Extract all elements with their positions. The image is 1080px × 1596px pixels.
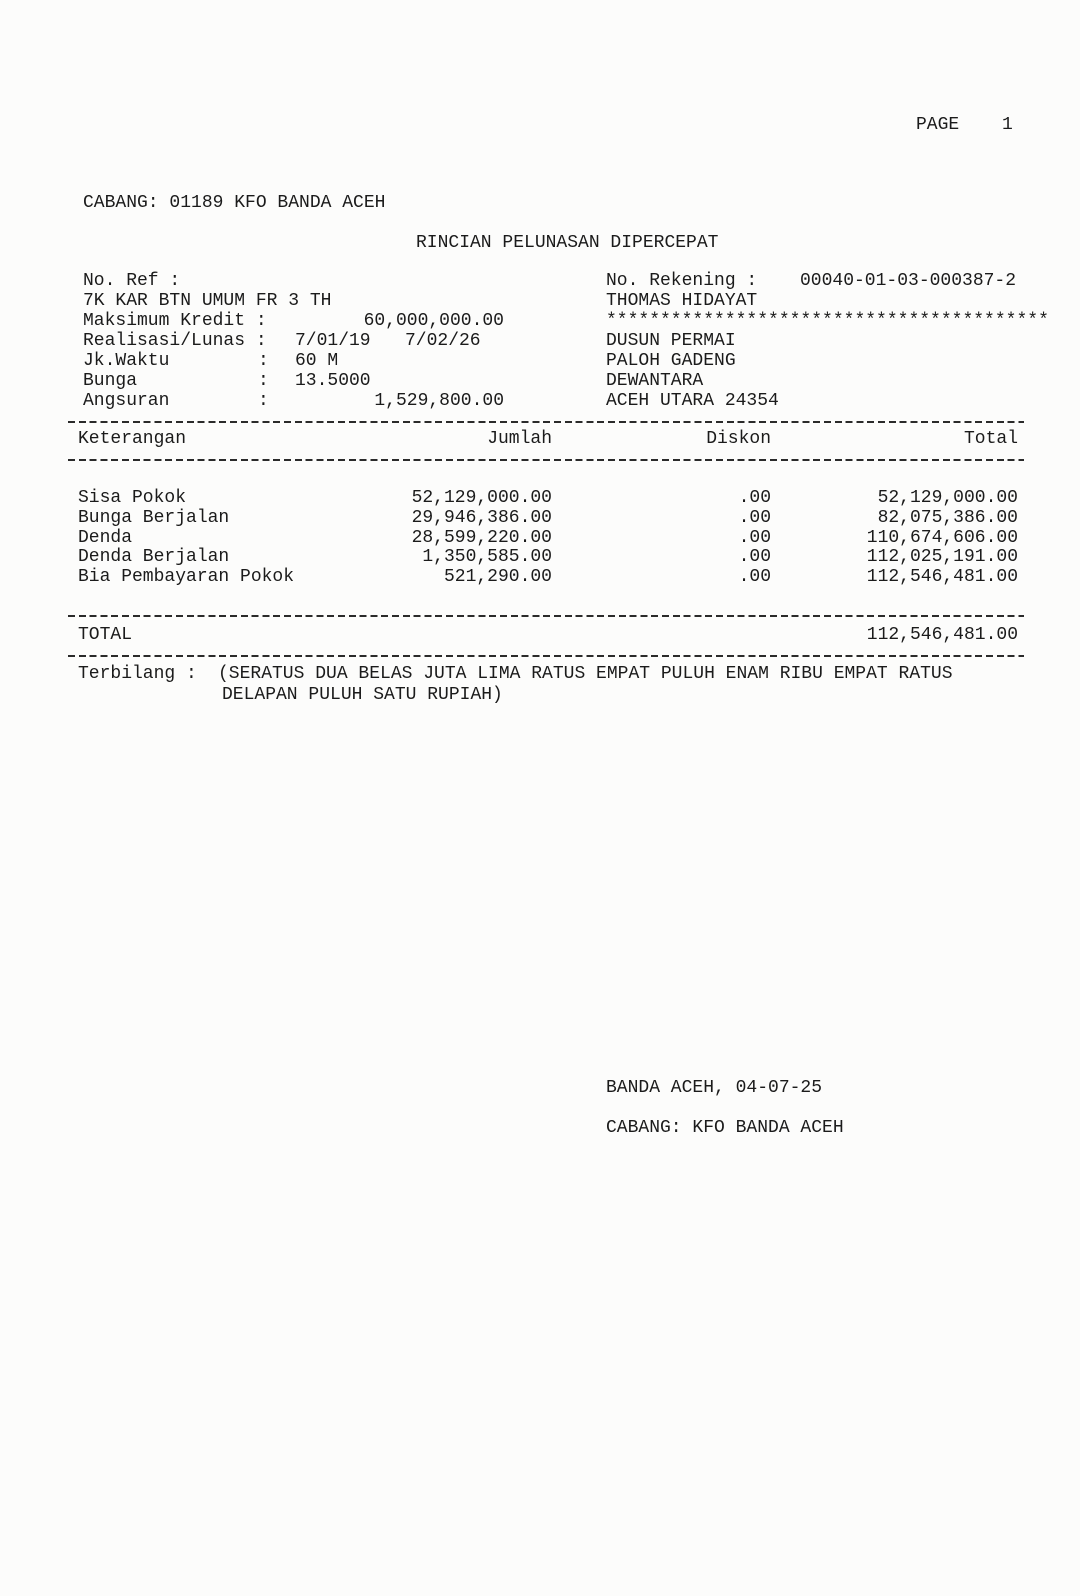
row-description: Bia Pembayaran Pokok [78,567,295,587]
max-credit-label: Maksimum Kredit : [83,311,267,331]
table-row [0,528,1080,548]
interest-colon: : [258,371,269,391]
table-row [0,488,1080,508]
dashed-divider [68,421,1024,423]
header-keterangan: Keterangan [78,429,187,449]
account-label: No. Rekening : [606,271,758,291]
address-line: DUSUN PERMAI [606,331,736,351]
row-description: Denda [78,528,133,548]
table-header [0,429,1080,449]
row-total: 112,546,481.00 [866,567,1018,587]
amount-in-words-line1: (SERATUS DUA BELAS JUTA LIMA RATUS EMPAT PULUH ENAM RIBU EMPAT RATUS [218,664,953,684]
row-total: 110,674,606.00 [866,528,1018,548]
branch-line: CABANG: 01189 KFO BANDA ACEH [83,193,386,213]
interest-value: 13.5000 [295,371,371,391]
row-amount: 521,290.00 [443,567,552,587]
row-discount: .00 [738,547,771,567]
row-discount: .00 [738,528,771,548]
term-colon: : [258,351,269,371]
row-amount: 1,350,585.00 [422,547,552,567]
address-line: DEWANTARA [606,371,704,391]
masked-line: ***************************************** [606,311,1049,331]
term-label: Jk.Waktu [83,351,170,371]
no-ref-label: No. Ref : [83,271,181,291]
row-discount: .00 [738,508,771,528]
header-jumlah: Jumlah [487,429,552,449]
place-date: BANDA ACEH, 04-07-25 [606,1078,823,1098]
row-description: Bunga Berjalan [78,508,230,528]
row-total: 52,129,000.00 [877,488,1018,508]
row-description: Denda Berjalan [78,547,230,567]
customer-name: THOMAS HIDAYAT [606,291,758,311]
address-line: ACEH UTARA 24354 [606,391,779,411]
page-label: PAGE [916,115,960,135]
row-discount: .00 [738,488,771,508]
loan-product: 7K KAR BTN UMUM FR 3 TH [83,291,332,311]
header-total: Total [963,429,1018,449]
realization-label: Realisasi/Lunas : [83,331,267,351]
installment-label: Angsuran [83,391,170,411]
table-total-row [0,625,1080,645]
amount-in-words-line2: DELAPAN PULUH SATU RUPIAH) [222,685,503,705]
payoff-date: 7/02/26 [405,331,481,351]
row-amount: 29,946,386.00 [411,508,552,528]
installment-value: 1,529,800.00 [374,391,504,411]
table-row [0,508,1080,528]
row-amount: 28,599,220.00 [411,528,552,548]
term-value: 60 M [295,351,339,371]
address-line: PALOH GADENG [606,351,736,371]
interest-label: Bunga [83,371,138,391]
signature-branch: CABANG: KFO BANDA ACEH [606,1118,844,1138]
header-diskon: Diskon [706,429,771,449]
row-total: 112,025,191.00 [866,547,1018,567]
total-value: 112,546,481.00 [866,625,1018,645]
dashed-divider [68,459,1024,461]
row-total: 82,075,386.00 [877,508,1018,528]
row-amount: 52,129,000.00 [411,488,552,508]
row-description: Sisa Pokok [78,488,187,508]
document-title: RINCIAN PELUNASAN DIPERCEPAT [416,233,719,253]
table-row [0,567,1080,587]
amount-in-words-label: Terbilang : [78,664,197,684]
dashed-divider [68,655,1024,657]
max-credit-value: 60,000,000.00 [363,311,504,331]
dashed-divider [68,615,1024,617]
total-label: TOTAL [78,625,133,645]
installment-colon: : [258,391,269,411]
account-number: 00040-01-03-000387-2 [800,271,1017,291]
row-discount: .00 [738,567,771,587]
realization-date: 7/01/19 [295,331,371,351]
page-number: 1 [1002,115,1013,135]
table-row [0,547,1080,567]
